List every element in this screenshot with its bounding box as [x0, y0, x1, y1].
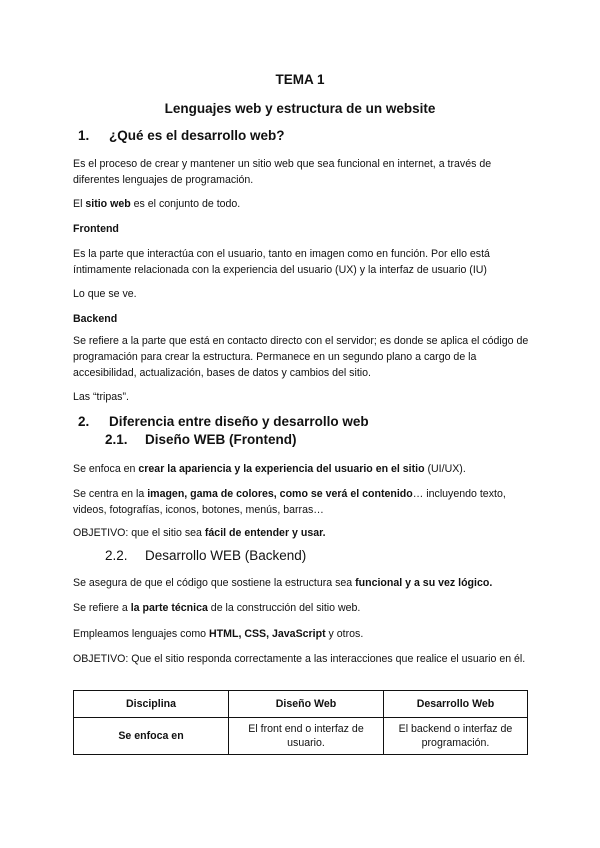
paragraph-centra-diseno [73, 486, 538, 518]
comparison-table [73, 690, 528, 755]
subsection-2-2-number: 2.2. [105, 548, 128, 563]
text-run: y otros. [325, 628, 364, 640]
backend-heading: Backend [73, 313, 118, 325]
table-row [74, 718, 528, 755]
text-bold: fácil de entender y usar. [204, 527, 326, 539]
document-subtitle: Lenguajes web y estructura de un website [164, 101, 436, 116]
text-run: es el conjunto de todo. [130, 198, 241, 210]
text-run: (UI/UX). [424, 463, 466, 475]
paragraph-parte-tecnica [73, 600, 533, 616]
paragraph-sitio-web [73, 196, 533, 212]
frontend-heading: Frontend [73, 223, 119, 235]
text-run: El [73, 198, 86, 210]
section-1-number: 1. [78, 128, 90, 143]
text-bold: HTML, CSS, JavaScript [209, 628, 326, 640]
paragraph-objetivo-desarrollo: OBJETIVO: Que el sitio responda correctamente a las interacciones que realice el usuario en él. [73, 653, 526, 665]
text-run: de la construcción del sitio web. [207, 602, 361, 614]
subsection-2-2-title: Desarrollo WEB (Backend) [145, 548, 307, 563]
table-header-diseno-web: Diseño Web [229, 691, 384, 718]
text-run: Empleamos lenguajes como [73, 628, 210, 640]
text-bold: crear la apariencia y la experiencia del usuario en el sitio [138, 463, 425, 475]
text-bold: funcional y a su vez lógico. [355, 577, 493, 589]
paragraph-asegura-desarrollo [73, 575, 533, 591]
subsection-2-1-title: Diseño WEB (Frontend) [145, 432, 297, 447]
document-title: TEMA 1 [275, 72, 325, 87]
section-2-title: Diferencia entre diseño y desarrollo web [109, 414, 369, 429]
table-cell: El backend o interfaz de programación. [384, 718, 528, 755]
text-run: Se refiere a [73, 602, 131, 614]
text-run: Se centra en la [73, 488, 148, 500]
text-bold: imagen, gama de colores, como se verá el contenido [147, 488, 413, 500]
table-cell: El front end o interfaz de usuario. [229, 718, 384, 755]
paragraph-objetivo-diseno [73, 525, 533, 541]
paragraph-backend: Se refiere a la parte que está en contacto directo con el servidor; es donde se aplica el código de programación para crear la estructura. Permanece en un segundo plano a cargo de la accesibilidad, actualización, bases de datos y cambios del sitio. [73, 335, 529, 379]
table-cell-row-label: Se enfoca en [74, 718, 229, 755]
text-bold: sitio web [85, 198, 131, 210]
section-2-number: 2. [78, 414, 90, 429]
subsection-2-1-number: 2.1. [105, 432, 128, 447]
paragraph-frontend: Es la parte que interactúa con el usuario, tanto en imagen como en función. Por ello está íntimamente relacionada con la experiencia del usuario (UX) y la interfaz de usuario (IU) [73, 248, 490, 276]
paragraph-lenguajes [73, 626, 533, 642]
table-header-desarrollo-web: Desarrollo Web [384, 691, 528, 718]
paragraph-lo-que-se-ve: Lo que se ve. [73, 288, 137, 300]
text-run: Se asegura de que el código que sostiene la estructura sea [73, 577, 356, 589]
text-bold: la parte técnica [130, 602, 208, 614]
section-2-heading [78, 414, 369, 430]
text-run: … incluyendo texto, videos, fotografías, iconos, botones, menús, barras… [73, 488, 506, 516]
subsection-2-2-heading [105, 548, 306, 564]
paragraph-tripas: Las “tripas”. [73, 391, 129, 403]
paragraph-definition: Es el proceso de crear y mantener un sitio web que sea funcional en internet, a través de diferentes lenguajes de programación. [73, 158, 492, 186]
section-1-title: ¿Qué es el desarrollo web? [109, 128, 285, 143]
paragraph-enfoque-diseno [73, 461, 533, 477]
section-1-heading [78, 128, 285, 144]
text-run: Se enfoca en [73, 463, 139, 475]
text-run: OBJETIVO: que el sitio sea [73, 527, 205, 539]
subsection-2-1-heading [105, 432, 297, 448]
table-header-disciplina: Disciplina [74, 691, 229, 718]
table-header-row [74, 691, 528, 718]
